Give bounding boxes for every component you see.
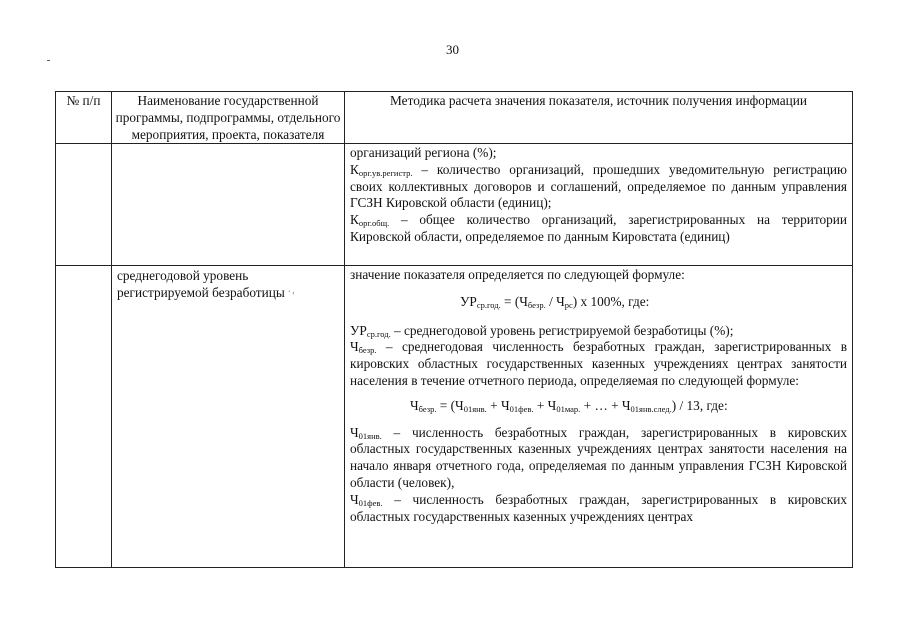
row-number-cell	[56, 144, 112, 266]
definition-text: – количество организаций, прошедших уведомительную регистрацию своих коллективных договоров и соглашений, определяемое по данным управления ГСЗН Кировской области (единиц);	[350, 161, 847, 211]
header-method: Методика расчета значения показателя, источник получения информации	[345, 92, 853, 144]
indicator-name: среднегодовой уровень регистрируемой безработицы	[117, 268, 285, 300]
definition-k-registered	[350, 162, 847, 212]
header-row	[56, 92, 853, 144]
symbol: К	[350, 212, 359, 228]
header-name: Наименование государственной программы, подпрограммы, отдельного мероприятия, проекта, показателя	[112, 92, 345, 144]
method-line: организаций региона (%);	[350, 145, 497, 160]
definition-jan: $Ч_{01янв.}$ – численность безработных граждан, зарегистрированных в кировских областных государственных казенных учреждениях центрах занятости населения на начало января отчетного года, определяемая по данным управления ГСЗН Кировской области (человек),	[350, 424, 847, 490]
method-intro: значение показателя определяется по следующей формуле:	[350, 267, 685, 282]
method-cell	[345, 144, 853, 266]
table-row	[56, 266, 853, 568]
symbol-subscript: орг.общ.	[358, 218, 390, 229]
method-cell	[345, 266, 853, 568]
header-number: № п/п	[56, 92, 112, 144]
definition-feb: $Ч_{01фев.}$ – численность безработных граждан, зарегистрированных в кировских областных государственных казенных учреждениях центрах	[350, 491, 847, 524]
table-row	[56, 144, 853, 266]
definition-ur: $УР_{ср.год.}$ – среднегодовой уровень регистрируемой безработицы (%);	[350, 322, 734, 339]
scan-mark: ‘ ‹	[288, 289, 295, 297]
row-number-cell	[56, 266, 112, 568]
indicator-table	[55, 91, 853, 568]
definition-text: – общее количество организаций, зарегистрированных на территории Кировской области, определяемое по данным Кировстата (единиц)	[350, 212, 847, 244]
definition-ch: $Ч_{безр.}$ – среднегодовая численность безработных граждан, зарегистрированных в кировских областных государственных казенных учреждениях центрах занятости населения в течение отчетного периода, определяемая по следующей формуле:	[350, 339, 847, 388]
symbol-subscript: орг.ув.регистр.	[358, 167, 413, 178]
formula-unemployment-rate: $УР_{ср.год.} = (Ч_{безр.} / Ч_{рс})$ x 100%, где:	[460, 293, 650, 310]
formula-average-unemployed: $Ч_{безр.} = (Ч_{01янв.} + Ч_{01фев.} + Ч_{01мар.}$ + … + $Ч_{01янв.след.}) / 13$, где:	[410, 397, 728, 414]
indicator-name-cell	[112, 266, 345, 568]
definition-k-total	[350, 212, 847, 246]
row-name-cell	[112, 144, 345, 266]
scan-speck	[47, 60, 50, 61]
symbol: К	[350, 161, 359, 177]
page-number: 30	[446, 42, 459, 57]
